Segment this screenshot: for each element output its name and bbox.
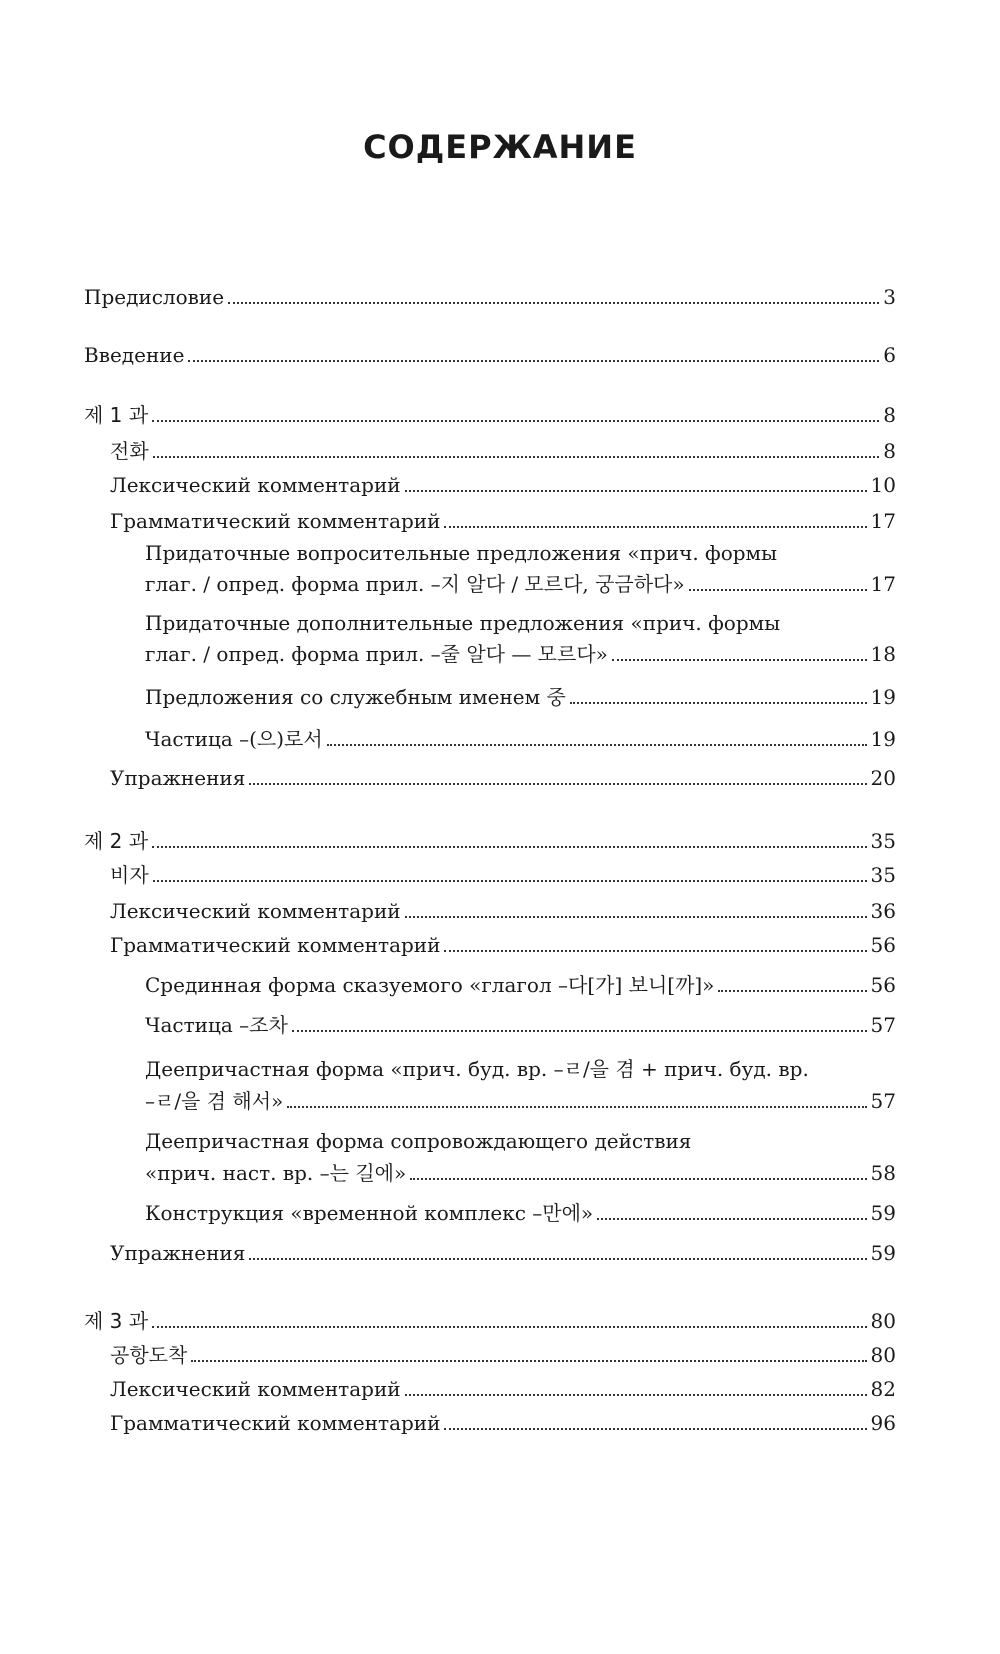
toc-entry-first-line: Деепричастная форма сопровождающего действия (145, 1129, 692, 1153)
dot-leader (327, 743, 867, 746)
toc-entry-grammar-topic[interactable] (145, 571, 896, 597)
toc-entry-lesson-3[interactable] (84, 1308, 896, 1334)
toc-entry-text: Предложения со служебным именем 중 (145, 685, 566, 709)
toc-entry-lesson-2[interactable] (84, 828, 896, 854)
toc-page-number: 17 (870, 572, 896, 596)
toc-entry-preface[interactable] (84, 284, 896, 310)
toc-entry-text: Упражнения (110, 766, 246, 790)
toc-page-number: 8 (883, 403, 896, 427)
toc-page-number: 17 (870, 509, 896, 533)
toc-page-number: 35 (870, 829, 896, 853)
dot-leader (444, 949, 866, 952)
toc-page-number: 59 (870, 1241, 896, 1265)
toc-entry-grammar-topic[interactable] (145, 726, 896, 752)
toc-page-number: 20 (870, 766, 896, 790)
toc-entry-grammar-commentary[interactable] (110, 932, 896, 958)
toc-entry-text: 제 3 과 (84, 1309, 149, 1333)
toc-page-number: 10 (870, 473, 896, 497)
toc-entry-text: глаг. / опред. форма прил. –줄 알다 — 모르다» (145, 642, 608, 666)
toc-page-number: 36 (870, 899, 896, 923)
toc-entry-grammar-topic[interactable] (145, 1160, 896, 1186)
toc-entry-lexical-commentary[interactable] (110, 898, 896, 924)
dot-leader (405, 489, 867, 492)
dot-leader (444, 1427, 866, 1430)
toc-entry-text: Частица –(으)로서 (145, 727, 323, 751)
toc-entry-text: 공항도착 (110, 1343, 188, 1367)
dot-leader (405, 1393, 867, 1396)
toc-entry-grammar-topic[interactable] (145, 684, 896, 710)
toc-page-number: 80 (870, 1309, 896, 1333)
toc-entry-text: Грамматический комментарий (110, 509, 441, 533)
toc-entry-text: Лексический комментарий (110, 473, 401, 497)
toc-entry-lesson-1[interactable] (84, 402, 896, 428)
dot-leader (410, 1177, 866, 1180)
toc-entry-text: 제 1 과 (84, 403, 149, 427)
toc-entry-text: Упражнения (110, 1241, 246, 1265)
toc-entry-airport-arrival[interactable] (110, 1342, 896, 1368)
dot-leader (689, 588, 867, 591)
toc-entry-first-line: Придаточные дополнительные предложения «прич. формы (145, 611, 781, 635)
dot-leader (228, 301, 879, 304)
toc-entry-text: Грамматический комментарий (110, 933, 441, 957)
toc-page-number: 19 (870, 727, 896, 751)
toc-entry-text: 제 2 과 (84, 829, 149, 853)
toc-entry-first-line: Придаточные вопросительные предложения «прич. формы (145, 541, 778, 565)
toc-entry-grammar-topic[interactable] (145, 972, 896, 998)
dot-leader (287, 1105, 866, 1108)
dot-leader (612, 658, 867, 661)
toc-page-number: 18 (870, 642, 896, 666)
toc-entry-text: Грамматический комментарий (110, 1411, 441, 1435)
toc-entry-text: Лексический комментарий (110, 899, 401, 923)
toc-entry-grammar-commentary[interactable] (110, 508, 896, 534)
dot-leader (152, 845, 866, 848)
toc-entry-visa[interactable] (110, 862, 896, 888)
toc-entry-text: Частица –조차 (145, 1013, 288, 1037)
dot-leader (570, 701, 867, 704)
toc-page-number: 35 (870, 863, 896, 887)
dot-leader (152, 1325, 866, 1328)
toc-page-number: 80 (870, 1343, 896, 1367)
toc-entry-dialogue[interactable] (110, 438, 896, 464)
toc-page-number: 56 (870, 973, 896, 997)
toc-entry-grammar-topic[interactable] (145, 641, 896, 667)
toc-entry-lexical-commentary[interactable] (110, 1376, 896, 1402)
toc-entry-text: 비자 (110, 863, 149, 887)
toc-page-number: 58 (870, 1161, 896, 1185)
dot-leader (718, 989, 866, 992)
dot-leader (188, 359, 879, 362)
dot-leader (597, 1217, 866, 1220)
toc-entry-text: Предисловие (84, 285, 225, 309)
toc-entry-text: –ㄹ/을 겸 해서» (145, 1089, 284, 1113)
toc-page-number: 59 (870, 1201, 896, 1225)
toc-entry-first-line: Деепричастная форма «прич. буд. вр. –ㄹ/을 겸 + прич. буд. вр. (145, 1057, 809, 1081)
toc-entry-grammar-topic[interactable] (145, 1200, 896, 1226)
dot-leader (405, 915, 867, 918)
dot-leader (444, 525, 866, 528)
toc-entry-text: Срединная форма сказуемого «глагол –다[가] 보니[까]» (145, 973, 715, 997)
dot-leader (191, 1359, 866, 1362)
page-title: СОДЕРЖАНИЕ (363, 128, 637, 166)
dot-leader (153, 455, 880, 458)
dot-leader (153, 879, 867, 882)
dot-leader (152, 419, 879, 422)
toc-page-number: 6 (883, 343, 896, 367)
toc-entry-text: глаг. / опред. форма прил. –지 알다 / 모르다, 궁금하다» (145, 572, 685, 596)
toc-entry-grammar-commentary[interactable] (110, 1410, 896, 1436)
toc-entry-text: 전화 (110, 439, 149, 463)
toc-entry-text: Введение (84, 343, 185, 367)
dot-leader (249, 782, 866, 785)
toc-entry-lexical-commentary[interactable] (110, 472, 896, 498)
toc-entry-text: Лексический комментарий (110, 1377, 401, 1401)
toc-page-number: 57 (870, 1013, 896, 1037)
toc-page-number: 96 (870, 1411, 896, 1435)
toc-entry-text: «прич. наст. вр. –는 길에» (145, 1161, 407, 1185)
toc-entry-exercises[interactable] (110, 1240, 896, 1266)
dot-leader (249, 1257, 866, 1260)
toc-page-number: 82 (870, 1377, 896, 1401)
toc-entry-introduction[interactable] (84, 342, 896, 368)
dot-leader (292, 1029, 867, 1032)
toc-page-number: 8 (883, 439, 896, 463)
toc-entry-text: Конструкция «временной комплекс –만에» (145, 1201, 594, 1225)
toc-page-number: 56 (870, 933, 896, 957)
toc-entry-grammar-topic[interactable] (145, 1012, 896, 1038)
toc-entry-exercises[interactable] (110, 765, 896, 791)
toc-page-number: 57 (870, 1089, 896, 1113)
toc-page-number: 19 (870, 685, 896, 709)
toc-page-number: 3 (883, 285, 896, 309)
toc-entry-grammar-topic[interactable] (145, 1088, 896, 1114)
